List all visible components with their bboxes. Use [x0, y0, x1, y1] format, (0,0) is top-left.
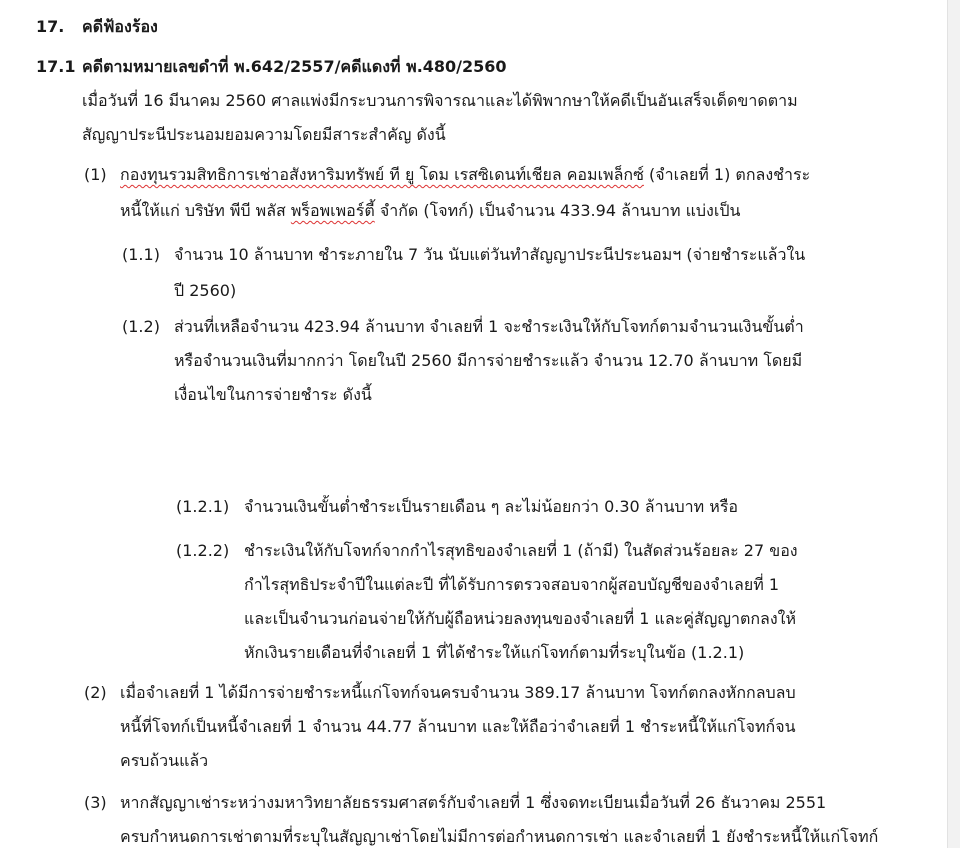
item-line: ครบกำหนดการเช่าตามที่ระบุในสัญญาเช่าโดยไม่มีการต่อกำหนดการเช่า และจำเลยที่ 1 ยังชำระหนี้ให้แก่โจทก์	[120, 827, 879, 846]
item-number: (1)	[84, 165, 107, 184]
item-number: (2)	[84, 683, 107, 702]
subsection-number: 17.1	[36, 57, 76, 76]
scrollbar-track[interactable]	[947, 0, 960, 848]
subsection-title: คดีตามหมายเลขดำที่ พ.642/2557/คดีแดงที่ พ.480/2560	[82, 57, 507, 76]
subsubitem-line: จำนวนเงินขั้นต่ำชำระเป็นรายเดือน ๆ ละไม่น้อยกว่า 0.30 ล้านบาท หรือ	[244, 497, 739, 516]
subsubitem-line: กำไรสุทธิประจำปีในแต่ละปี ที่ได้รับการตรวจสอบจากผู้สอบบัญชีของจำเลยที่ 1	[244, 575, 779, 594]
subsubitem-line: หักเงินรายเดือนที่จำเลยที่ 1 ที่ได้ชำระให้แก่โจทก์ตามที่ระบุในข้อ (1.2.1)	[244, 643, 745, 662]
intro-line: สัญญาประนีประนอมยอมความโดยมีสาระสำคัญ ดังนี้	[82, 125, 446, 144]
subitem-line: เงื่อนไขในการจ่ายชำระ ดังนี้	[174, 385, 372, 404]
section-number: 17.	[36, 17, 65, 36]
subsubitem-number: (1.2.1)	[176, 497, 230, 516]
subitem-line: จำนวน 10 ล้านบาท ชำระภายใน 7 วัน นับแต่วันทำสัญญาประนีประนอมฯ (จ่ายชำระแล้วใน	[174, 245, 806, 264]
item-line	[120, 162, 810, 188]
subitem-line: ส่วนที่เหลือจำนวน 423.94 ล้านบาท จำเลยที่ 1 จะชำระเงินให้กับโจทก์ตามจำนวนเงินขั้นต่ำ	[174, 317, 804, 336]
item-line: ครบถ้วนแล้ว	[120, 751, 209, 770]
item-line: หนี้ที่โจทก์เป็นหนี้จำเลยที่ 1 จำนวน 44.77 ล้านบาท และให้ถือว่าจำเลยที่ 1 ชำระหนี้ให้แก่โจทก์จน	[120, 717, 796, 736]
item-line	[120, 198, 740, 224]
subitem-number: (1.1)	[122, 245, 160, 264]
subsubitem-line: ชำระเงินให้กับโจทก์จากกำไรสุทธิของจำเลยที่ 1 (ถ้ามี) ในสัดส่วนร้อยละ 27 ของ	[244, 541, 798, 560]
item-text: หนี้ให้แก่ บริษัท พีบี พลัส	[120, 201, 291, 220]
subitem-line: ปี 2560)	[174, 281, 237, 300]
item-line: เมื่อจำเลยที่ 1 ได้มีการจ่ายชำระหนี้แก่โจทก์จนครบจำนวน 389.17 ล้านบาท โจทก์ตกลงหักกลบลบ	[120, 683, 796, 702]
item-line: หากสัญญาเช่าระหว่างมหาวิทยาลัยธรรมศาสตร์กับจำเลยที่ 1 ซึ่งจดทะเบียนเมื่อวันที่ 26 ธันวาคม 2551	[120, 793, 827, 812]
subsubitem-number: (1.2.2)	[176, 541, 230, 560]
item-number: (3)	[84, 793, 107, 812]
subitem-number: (1.2)	[122, 317, 160, 336]
item-text: จำกัด (โจทก์) เป็นจำนวน 433.94 ล้านบาท แบ่งเป็น	[374, 201, 741, 220]
item-text: กองทุนรวมสิทธิการเช่าอสังหาริมทรัพย์ ที ยู โดม เรสซิเดนท์เชียล คอมเพล็กซ์	[120, 165, 644, 184]
intro-line: เมื่อวันที่ 16 มีนาคม 2560 ศาลแพ่งมีกระบวนการพิจารณาและได้พิพากษาให้คดีเป็นอันเสร็จเด็ดขาดตาม	[82, 91, 798, 110]
subsubitem-line: และเป็นจำนวนก่อนจ่ายให้กับผู้ถือหน่วยลงทุนของจำเลยที่ 1 และคู่สัญญาตกลงให้	[244, 609, 797, 628]
section-title: คดีฟ้องร้อง	[82, 17, 158, 36]
item-text: พร็อพเพอร์ตี้	[290, 201, 375, 220]
subitem-line: หรือจำนวนเงินที่มากกว่า โดยในปี 2560 มีการจ่ายชำระแล้ว จำนวน 12.70 ล้านบาท โดยมี	[174, 351, 803, 370]
item-text: (จำเลยที่ 1) ตกลงชำระ	[643, 165, 811, 184]
